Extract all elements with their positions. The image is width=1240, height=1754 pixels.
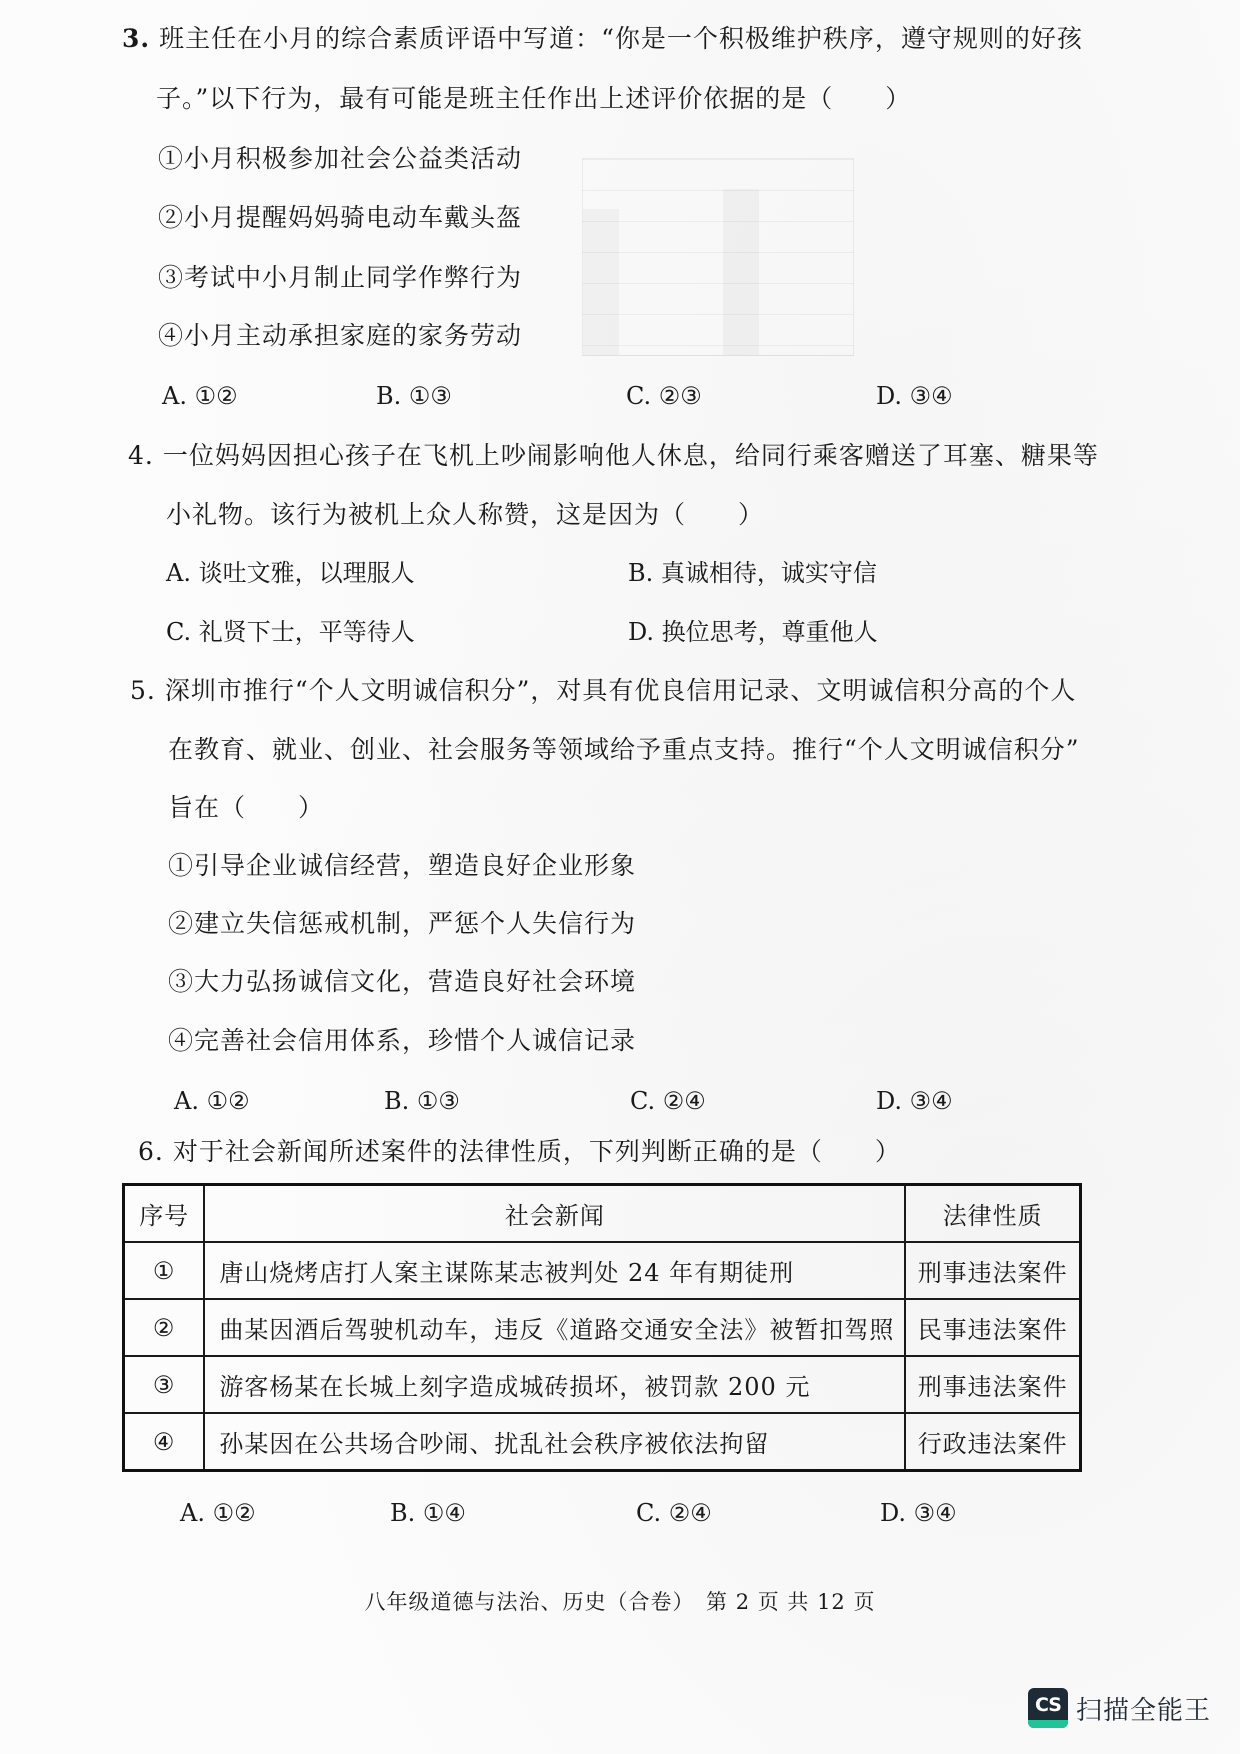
question-3-statement-1: ①小月积极参加社会公益类活动 <box>158 144 523 173</box>
option-b[interactable]: B. ①④ <box>390 1499 466 1527</box>
question-5-statement-3: ③大力弘扬诚信文化，营造良好社会环境 <box>168 967 637 996</box>
question-5-statement-1: ①引导企业诚信经营，塑造良好企业形象 <box>168 851 637 880</box>
row-index: ④ <box>124 1413 205 1471</box>
social-news-table <box>122 1183 1082 1472</box>
table-row <box>124 1242 1081 1299</box>
row-legal-nature: 刑事违法案件 <box>905 1356 1080 1413</box>
column-header-index: 序号 <box>124 1185 205 1243</box>
question-number: 4. <box>128 441 154 470</box>
question-5-statement-4: ④完善社会信用体系，珍惜个人诚信记录 <box>168 1026 637 1055</box>
question-3-stem-line-2: 子。”以下行为，最有可能是班主任作出上述评价依据的是（ ） <box>156 84 912 113</box>
table-row <box>124 1356 1081 1413</box>
camscanner-label: 扫描全能王 <box>1076 1695 1212 1726</box>
row-index: ② <box>124 1299 205 1356</box>
question-5-statement-2: ②建立失信惩戒机制，严惩个人失信行为 <box>168 909 637 938</box>
option-c[interactable]: C. ②③ <box>626 382 702 410</box>
row-index: ① <box>124 1242 205 1299</box>
option-d[interactable]: D. ③④ <box>880 1499 957 1527</box>
row-legal-nature: 刑事违法案件 <box>905 1242 1080 1299</box>
column-header-news: 社会新闻 <box>204 1185 905 1243</box>
row-legal-nature: 民事违法案件 <box>905 1299 1080 1356</box>
page-footer: 八年级道德与法治、历史（合卷） 第 2 页 共 12 页 <box>364 1590 876 1614</box>
question-3-statement-3: ③考试中小月制止同学作弊行为 <box>158 263 523 292</box>
question-5-stem-line-2: 在教育、就业、创业、社会服务等领域给予重点支持。推行“个人文明诚信积分” <box>168 735 1080 764</box>
question-3-statement-4: ④小月主动承担家庭的家务劳动 <box>158 321 523 350</box>
question-number: 5. <box>130 676 156 705</box>
camscanner-watermark <box>1028 1688 1211 1728</box>
question-number: 3. <box>122 24 151 53</box>
row-index: ③ <box>124 1356 205 1413</box>
option-a[interactable]: A. ①② <box>162 382 238 410</box>
table-row <box>124 1299 1081 1356</box>
row-news: 游客杨某在长城上刻字造成城砖损坏，被罚款 200 元 <box>204 1356 905 1413</box>
option-b[interactable]: B. ①③ <box>376 382 452 410</box>
option-b[interactable]: B. ①③ <box>384 1087 460 1115</box>
option-d[interactable]: D. 换位思考，尊重他人 <box>628 618 878 646</box>
option-d[interactable]: D. ③④ <box>876 382 953 410</box>
option-a[interactable]: A. ①② <box>174 1087 250 1115</box>
option-d[interactable]: D. ③④ <box>876 1087 953 1115</box>
question-4-stem-line-2: 小礼物。该行为被机上众人称赞，这是因为（ ） <box>166 500 765 529</box>
option-a[interactable]: A. 谈吐文雅，以理服人 <box>166 559 415 587</box>
row-legal-nature: 行政违法案件 <box>905 1413 1080 1471</box>
question-3-statement-2: ②小月提醒妈妈骑电动车戴头盔 <box>158 203 523 232</box>
question-5-stem-line-1: 5. 深圳市推行“个人文明诚信积分”，对具有优良信用记录、文明诚信积分高的个人 <box>130 676 1077 705</box>
option-a[interactable]: A. ①② <box>180 1499 256 1527</box>
option-b[interactable]: B. 真诚相待，诚实守信 <box>628 559 877 587</box>
option-c[interactable]: C. ②④ <box>636 1499 712 1527</box>
question-6-stem-line-1: 6. 对于社会新闻所述案件的法律性质，下列判断正确的是（ ） <box>138 1137 901 1166</box>
row-news: 曲某因酒后驾驶机动车，违反《道路交通安全法》被暂扣驾照 <box>204 1299 905 1356</box>
question-3-stem-line-1: 3. 班主任在小月的综合素质评语中写道：“你是一个积极维护秩序，遵守规则的好孩 <box>122 24 1083 53</box>
table-row <box>124 1413 1081 1471</box>
row-news: 唐山烧烤店打人案主谋陈某志被判处 24 年有期徒刑 <box>204 1242 905 1299</box>
row-news: 孙某因在公共场合吵闹、扰乱社会秩序被依法拘留 <box>204 1413 905 1471</box>
option-c[interactable]: C. ②④ <box>630 1087 706 1115</box>
bleed-through-artifact <box>582 158 854 356</box>
question-number: 6. <box>138 1137 164 1166</box>
question-5-stem-line-3: 旨在（ ） <box>168 793 325 822</box>
question-4-stem-line-1: 4. 一位妈妈因担心孩子在飞机上吵闹影响他人休息，给同行乘客赠送了耳塞、糖果等 <box>128 441 1099 470</box>
table-header-row <box>124 1185 1081 1243</box>
camscanner-logo-icon: CS <box>1028 1688 1068 1728</box>
column-header-legal-nature: 法律性质 <box>905 1185 1080 1243</box>
option-c[interactable]: C. 礼贤下士，平等待人 <box>166 618 415 646</box>
